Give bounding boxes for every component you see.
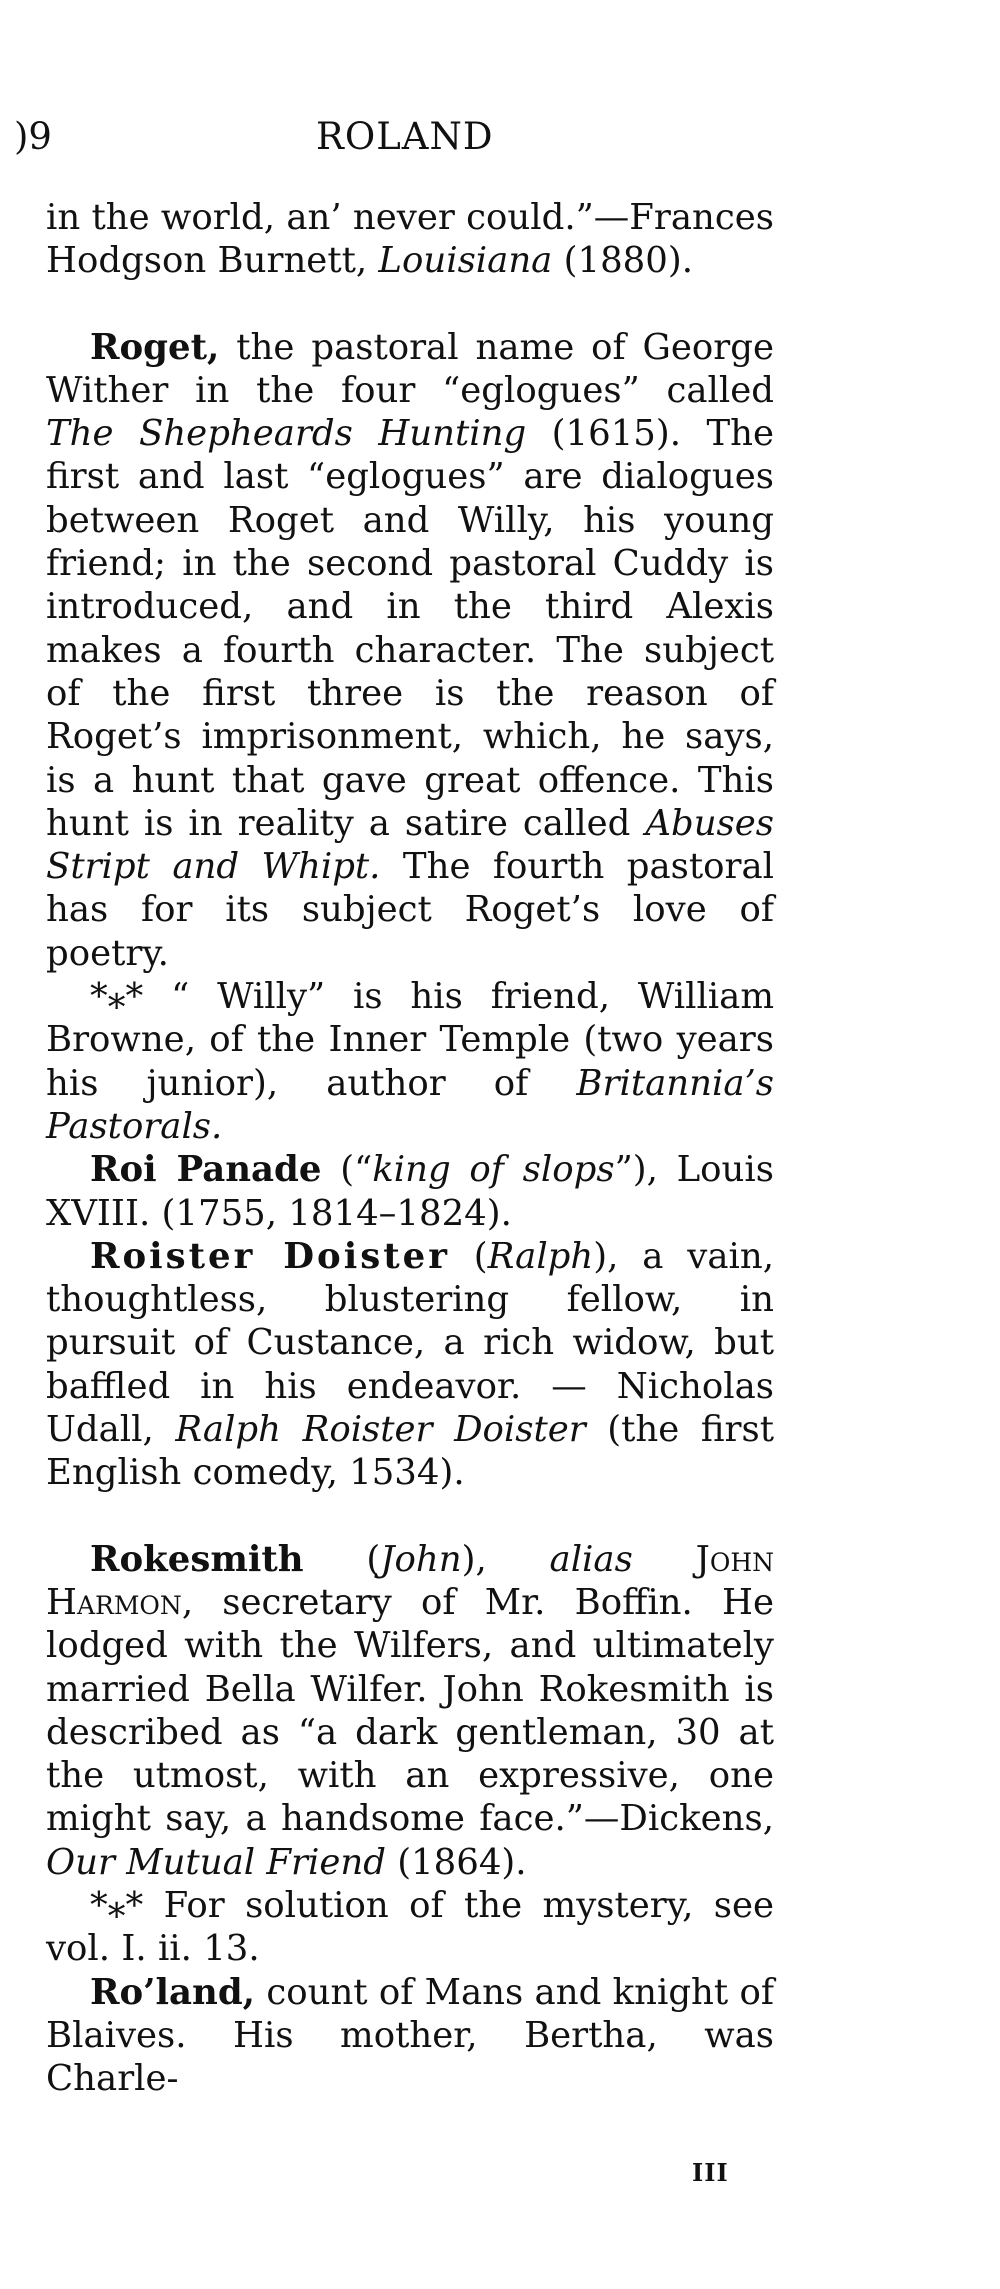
page-number: )9 [14,115,52,158]
alias-word: alias [549,1538,633,1580]
work-title: Britannia’s Pastorals. [46,1062,774,1147]
entry-body: Roget, the pastoral name of George Wither in the four “eglogues” called The Shepheards Hunting (1615). The first and last “eglogues” are dialogues between Roget and Willy, his young friend; in the second pastoral Cuddy is introduced, and in the third Alexis makes a fourth character. The subject of the first three is the reason of Roget’s imprisonment, which, he says, is a hunt that gave great offence. This hunt is in reality a satire called Abuses Stript and Whipt. The fourth pastoral has for its subject Roget’s love of poetry. [46,326,775,974]
entry-body: Rokesmith (John), alias John Harmon, secretary of Mr. Boffin. He lodged with the Wilfers, and ultimately married Bella Wilfer. John Rokesmith is described as “a dark gentleman, 30 at the utmost, with an expressive, one might say, a handsome face.”—Dickens, Our Mutual Friend (1864). [46,1538,774,1883]
work-title: Ralph Roister Doister [175,1409,586,1451]
signature-mark: III [692,2158,729,2187]
entry-note: *⁎* For solution of the mystery, see vol. I. ii. 13. [46,1884,774,1970]
asterism-icon: *⁎* [90,1884,144,1926]
work-title: The Shepheards Hunting [46,413,527,455]
asterism-icon: *⁎* [90,976,144,1018]
forename: Ralph [487,1235,594,1277]
real-name: John Harmon [46,1538,774,1623]
gloss: king of slops [372,1149,615,1191]
work-title: Abuses Stript and Whipt. [46,802,774,888]
running-head [0,112,1000,162]
headword: Roister Doister [90,1235,450,1277]
headword: Roget, [90,326,220,368]
entry-roget [46,326,774,1149]
headword: Rokesmith [90,1538,304,1580]
running-title: ROLAND [316,115,494,158]
entry-roland: Ro’land, count of Mans and knight of Blaives. His mother, Bertha, was Charle- [46,1971,774,2100]
entry-roi-panade: Roi Panade (“king of slops”), Louis XVIII. (1755, 1814–1824). [46,1149,774,1234]
work-title: Our Mutual Friend [46,1841,386,1883]
forename: John [380,1538,462,1580]
entry-rokesmith [46,1538,774,1971]
entry-continuation: in the world, an’ never could.”—Frances Hodgson Burnett, Louisiana (1880). [46,197,774,282]
text-column [46,196,774,2100]
entry-note: *⁎* “ Willy” is his friend, William Browne, of the Inner Temple (two years his junior), author of Britannia’s Pastorals. [46,976,774,1147]
entry-roister-doister: Roister Doister (Ralph), a vain, thoughtless, blustering fellow, in pursuit of Custance, a rich widow, but baffled in his endeavor. — Nicholas Udall, Ralph Roister Doister (the first English comedy, 1534). [46,1235,775,1494]
work-title: Louisiana [378,240,553,282]
headword: Ro’land, [90,1971,256,2013]
headword: Roi Panade [90,1149,322,1191]
